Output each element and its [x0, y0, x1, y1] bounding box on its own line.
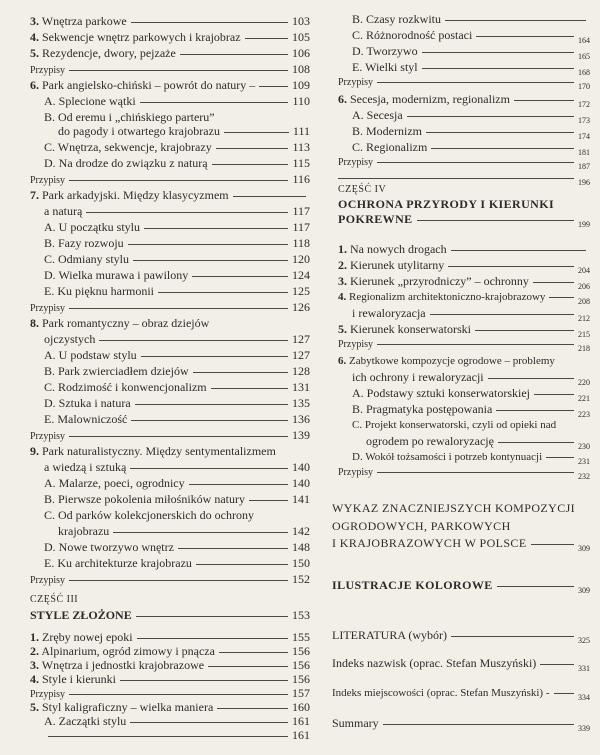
toc-notes[interactable]: Przypisy 139 — [30, 428, 310, 442]
toc-subentry[interactable]: ojczystych 127 — [44, 332, 310, 346]
toc-entry[interactable]: 3. Kierunek „przyrodniczy” – ochronny 206 — [338, 274, 590, 291]
toc-subentry[interactable]: D. Nowe tworzywo wnętrz 148 — [44, 540, 310, 554]
toc-entry[interactable]: 4. Style i kierunki 156 — [30, 672, 310, 686]
toc-subentry[interactable]: E. Ku architekturze krajobrazu 150 — [44, 556, 310, 570]
part-label-iv: CZĘŚĆ IV — [338, 184, 387, 195]
wykaz-entry[interactable]: I KRAJOBRAZOWYCH W POLSCE 309 — [332, 536, 590, 553]
toc-entry[interactable]: 5. Rezydencje, dwory, pejzaże 106 — [30, 46, 310, 60]
toc-notes[interactable]: Przypisy 157 — [30, 686, 310, 700]
toc-entry[interactable]: 2. Kierunek utylitarny 204 — [338, 258, 590, 275]
toc-subentry[interactable]: C. Od parków kolekcjonerskich do ochrony — [44, 508, 254, 522]
toc-entry[interactable]: 6. Park angielsko-chiński – powrót do natury – 109 — [30, 78, 310, 92]
toc-notes[interactable]: Przypisy 152 — [30, 572, 310, 586]
toc-subentry[interactable]: A. Podstawy sztuki konserwatorskiej 221 — [352, 386, 590, 403]
toc-subentry[interactable]: D. Na drodze do związku z naturą 115 — [44, 156, 310, 170]
toc-subentry[interactable]: A. U podstaw stylu 127 — [44, 348, 310, 362]
part-label-iii: CZĘŚĆ III — [30, 594, 79, 605]
toc-notes[interactable]: Przypisy 170 — [338, 77, 590, 91]
toc-subentry[interactable]: a wiedzą i sztuką 140 — [44, 460, 310, 474]
toc-subentry[interactable]: B. Fazy rozwoju 118 — [44, 236, 310, 250]
toc-entry[interactable]: 4. Sekwencje wnętrz parkowych i krajobraz 105 — [30, 30, 310, 44]
toc-subentry[interactable]: B. Pierwsze pokolenia miłośników natury 141 — [44, 492, 310, 506]
toc-entry[interactable]: 3. Wnętrza parkowe 103 — [30, 14, 310, 28]
toc-subentry[interactable]: ogrodem po rewaloryzację 230 — [366, 434, 590, 451]
toc-entry[interactable]: 1. Na nowych drogach — [338, 242, 590, 256]
toc-subentry[interactable]: C. Projekt konserwatorski, czyli od opieki nad — [352, 419, 557, 431]
toc-subentry[interactable]: B. Od eremu i „chińskiego parteru” — [44, 110, 215, 124]
toc-entry[interactable]: 196 — [338, 172, 590, 186]
toc-notes[interactable]: Przypisy 218 — [338, 339, 590, 353]
toc-subentry[interactable]: B. Modernizm 174 — [352, 124, 590, 141]
toc-subentry[interactable]: A. Malarze, poeci, ogrodnicy 140 — [44, 476, 310, 490]
toc-subentry[interactable]: a naturą 117 — [44, 204, 310, 218]
toc-subentry[interactable]: A. U początku stylu 117 — [44, 220, 310, 234]
toc-subentry[interactable]: C. Wnętrza, sekwencje, krajobrazy 113 — [44, 140, 310, 154]
toc-entry[interactable]: 9. Park naturalistyczny. Między sentymentalizmem — [30, 444, 276, 458]
wykaz-line1: WYKAZ ZNACZNIEJSZYCH KOMPOZYCJI — [332, 501, 576, 515]
toc-subentry[interactable]: D. Sztuka i natura 135 — [44, 396, 310, 410]
part-heading-line1: OCHRONA PRZYRODY I KIERUNKI — [338, 197, 555, 211]
toc-notes[interactable]: Przypisy 126 — [30, 300, 310, 314]
literatura-entry[interactable]: LITERATURA (wybór) 325 — [332, 628, 590, 645]
toc-notes[interactable]: Przypisy 108 — [30, 62, 310, 76]
toc-subentry[interactable]: A. Splecione wątki 110 — [44, 94, 310, 108]
toc-subentry[interactable]: do pagody i otwartego krajobrazu 111 — [58, 124, 310, 138]
summary-entry[interactable]: Summary 339 — [332, 716, 590, 733]
toc-entry[interactable]: 5. Styl kaligraficzny – wielka maniera 160 — [30, 700, 310, 714]
toc-subentry[interactable]: A. Secesja 173 — [352, 108, 590, 125]
part-heading-style-zlozone[interactable]: STYLE ZŁOŻONE 153 — [30, 608, 310, 622]
toc-entry[interactable]: 8. Park romantyczny – obraz dziejów — [30, 316, 210, 330]
toc-subentry[interactable]: E. Ku pięknu harmonii 125 — [44, 284, 310, 298]
indeks-miejscowosci-entry[interactable]: Indeks miejscowości (oprac. Stefan Muszyński) - 334 — [332, 687, 590, 702]
toc-notes[interactable]: Przypisy 232 — [338, 467, 590, 481]
toc-subentry[interactable]: A. Zaczątki stylu 161 — [44, 714, 310, 728]
toc-subentry[interactable]: D. Wielka murawa i pawilony 124 — [44, 268, 310, 282]
toc-subentry[interactable]: E. Wielki styl 168 — [352, 60, 590, 77]
part-heading-ochrona[interactable]: POKREWNE 199 — [338, 212, 590, 229]
toc-subentry[interactable]: C. Regionalizm 181 — [352, 140, 590, 157]
indeks-nazwisk-entry[interactable]: Indeks nazwisk (oprac. Stefan Muszyński) 331 — [332, 656, 590, 673]
toc-entry[interactable]: 1. Zręby nowej epoki 155 — [30, 630, 310, 644]
toc-subentry[interactable]: B. Park zwierciadłem dziejów 128 — [44, 364, 310, 378]
toc-entry[interactable]: 2. Alpinarium, ogród zimowy i pnącza 156 — [30, 644, 310, 658]
toc-subentry[interactable]: krajobrazu 142 — [58, 524, 310, 538]
toc-subentry[interactable]: B. Czasy rozkwitu — [352, 12, 590, 26]
toc-subentry[interactable]: D. Wokół tożsamości i potrzeb kontynuacji 231 — [352, 451, 590, 466]
toc-notes[interactable]: Przypisy 187 — [338, 157, 590, 171]
toc-entry[interactable]: 5. Kierunek konserwatorski 215 — [338, 322, 590, 339]
toc-subentry[interactable]: C. Różnorodność postaci 164 — [352, 28, 590, 45]
toc-subentry[interactable]: B. Pragmatyka postępowania 223 — [352, 402, 590, 419]
toc-entry[interactable]: 7. Park arkadyjski. Między klasycyzmem — [30, 188, 310, 202]
toc-entry[interactable]: 6. Zabytkowe kompozycje ogrodowe – problemy — [338, 355, 555, 367]
toc-subentry[interactable]: C. Rodzimość i konwencjonalizm 131 — [44, 380, 310, 394]
toc-entry[interactable]: 3. Wnętrza i jednostki krajobrazowe 156 — [30, 658, 310, 672]
wykaz-line2: OGRODOWYCH, PARKOWYCH — [332, 519, 511, 533]
toc-subentry[interactable]: 161 — [44, 728, 310, 742]
toc-subentry[interactable]: i rewaloryzacja 212 — [352, 306, 590, 323]
toc-entry[interactable]: 4. Regionalizm architektoniczno-krajobrazowy 208 — [338, 291, 590, 306]
toc-subentry[interactable]: C. Odmiany stylu 120 — [44, 252, 310, 266]
toc-notes[interactable]: Przypisy 116 — [30, 172, 310, 186]
ilustracje-kolorowe-entry[interactable]: ILUSTRACJE KOLOROWE 309 — [332, 578, 590, 595]
toc-entry[interactable]: 6. Secesja, modernizm, regionalizm 172 — [338, 92, 590, 109]
toc-subentry[interactable]: D. Tworzywo 165 — [352, 44, 590, 61]
toc-subentry[interactable]: E. Malowniczość 136 — [44, 412, 310, 426]
toc-subentry[interactable]: ich ochrony i rewaloryzacji 220 — [352, 370, 590, 387]
